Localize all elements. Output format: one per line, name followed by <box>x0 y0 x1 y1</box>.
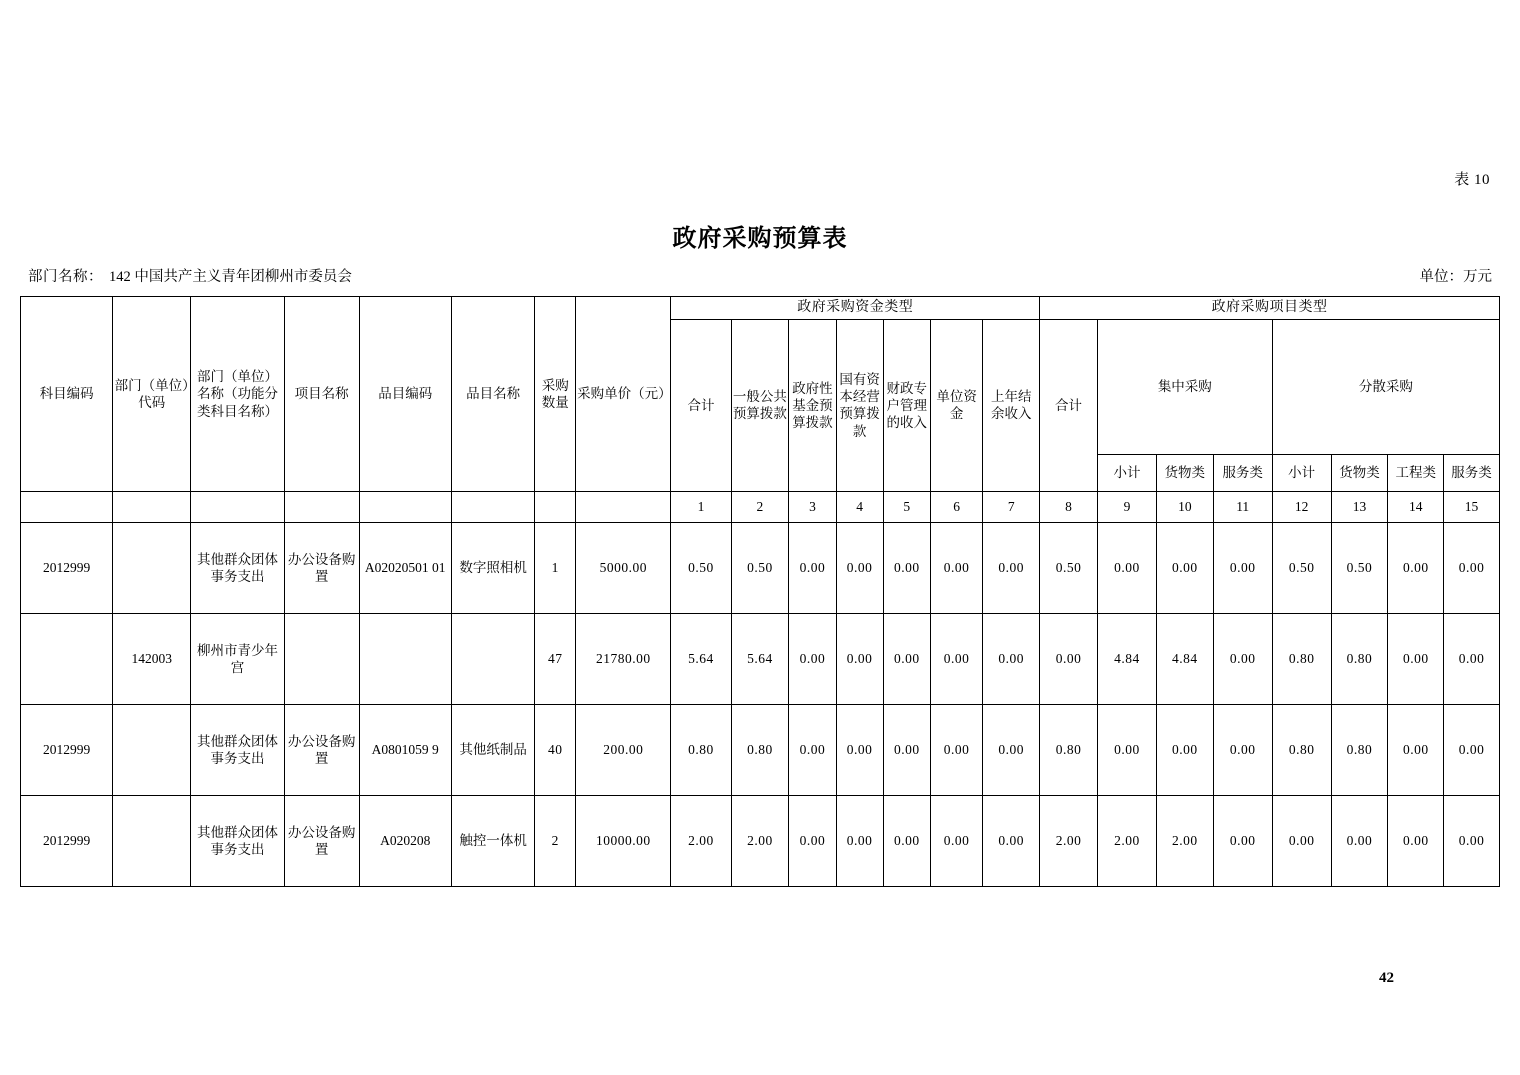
cell-value: 0.00 <box>1097 523 1156 614</box>
cell-project-name: 办公设备购置 <box>284 705 359 796</box>
cell-value: 0.00 <box>983 614 1040 705</box>
department-label: 部门名称： <box>28 269 103 285</box>
cell-value: 0.00 <box>930 614 983 705</box>
cell-item-code <box>359 614 451 705</box>
header-cen-subtotal: 小计 <box>1097 454 1156 491</box>
procurement-budget-table <box>20 296 1500 887</box>
column-index: 1 <box>671 492 731 523</box>
page-number: 42 <box>1379 970 1394 986</box>
header-unit-price: 采购单价（元） <box>576 297 671 492</box>
cell-value: 0.00 <box>1213 705 1272 796</box>
header-decentralized: 分散采购 <box>1272 319 1499 454</box>
column-index: 7 <box>983 492 1040 523</box>
cell-value: 0.00 <box>836 523 883 614</box>
page-title: 政府采购预算表 <box>672 226 848 252</box>
cell-value: 4.84 <box>1156 614 1213 705</box>
cell-dept-code: 142003 <box>113 614 191 705</box>
cell-subject-code: 2012999 <box>21 705 113 796</box>
column-index: 12 <box>1272 492 1331 523</box>
header-group-project-type: 政府采购项目类型 <box>1040 297 1500 320</box>
column-index: 15 <box>1444 492 1500 523</box>
cell-value: 0.00 <box>1097 705 1156 796</box>
cell-unit-price: 5000.00 <box>576 523 671 614</box>
cell-value: 0.00 <box>1444 523 1500 614</box>
cell-value: 0.00 <box>1331 796 1388 887</box>
index-blank-3 <box>191 492 284 523</box>
cell-quantity: 40 <box>535 705 576 796</box>
cell-value: 0.00 <box>983 796 1040 887</box>
cell-value: 0.00 <box>1388 705 1444 796</box>
index-blank-4 <box>284 492 359 523</box>
cell-project-name: 办公设备购置 <box>284 523 359 614</box>
cell-value: 0.80 <box>1272 614 1331 705</box>
cell-value: 0.00 <box>883 523 930 614</box>
header-fund-soe-capital: 国有资本经营预算拨款 <box>836 319 883 491</box>
cell-value: 2.00 <box>1156 796 1213 887</box>
department-name-field <box>28 265 352 286</box>
table-row <box>21 705 1500 796</box>
cell-value: 0.50 <box>731 523 789 614</box>
cell-value: 2.00 <box>731 796 789 887</box>
cell-item-name: 其他纸制品 <box>451 705 535 796</box>
index-blank-5 <box>359 492 451 523</box>
cell-value: 0.80 <box>1272 705 1331 796</box>
cell-dept-code <box>113 796 191 887</box>
index-blank-2 <box>113 492 191 523</box>
index-blank-8 <box>576 492 671 523</box>
header-cen-goods: 货物类 <box>1156 454 1213 491</box>
cell-value: 0.00 <box>1156 523 1213 614</box>
unit-label: 单位：万元 <box>1419 269 1492 285</box>
cell-value: 0.00 <box>836 705 883 796</box>
cell-project-name <box>284 614 359 705</box>
header-centralized: 集中采购 <box>1097 319 1272 454</box>
cell-value: 2.00 <box>1097 796 1156 887</box>
column-index: 3 <box>789 492 836 523</box>
meta-row <box>28 265 1492 286</box>
header-dec-project: 工程类 <box>1388 454 1444 491</box>
column-index: 8 <box>1040 492 1098 523</box>
cell-quantity: 47 <box>535 614 576 705</box>
cell-dept-name: 其他群众团体事务支出 <box>191 796 284 887</box>
cell-value: 0.00 <box>883 614 930 705</box>
cell-value: 0.50 <box>1040 523 1098 614</box>
column-index: 13 <box>1331 492 1388 523</box>
header-fund-gov-fund: 政府性基金预算拨款 <box>789 319 836 491</box>
cell-value: 0.00 <box>930 796 983 887</box>
cell-item-name <box>451 614 535 705</box>
cell-item-name: 触控一体机 <box>451 796 535 887</box>
cell-quantity: 2 <box>535 796 576 887</box>
index-blank-6 <box>451 492 535 523</box>
cell-item-name: 数字照相机 <box>451 523 535 614</box>
cell-value: 0.00 <box>789 705 836 796</box>
cell-dept-name: 其他群众团体事务支出 <box>191 705 284 796</box>
table-number: 表 10 <box>1454 172 1490 188</box>
cell-value: 0.00 <box>1388 523 1444 614</box>
header-dept-code: 部门（单位）代码 <box>113 297 191 492</box>
header-item-code: 品目编码 <box>359 297 451 492</box>
cell-item-code: A0801059 9 <box>359 705 451 796</box>
header-project-total: 合计 <box>1040 319 1098 491</box>
cell-value: 0.00 <box>1388 614 1444 705</box>
column-index: 4 <box>836 492 883 523</box>
cell-value: 0.00 <box>1213 796 1272 887</box>
cell-value: 4.84 <box>1097 614 1156 705</box>
table-row <box>21 796 1500 887</box>
cell-subject-code <box>21 614 113 705</box>
header-item-name: 品目名称 <box>451 297 535 492</box>
column-index-row <box>21 492 1500 523</box>
cell-value: 0.00 <box>789 796 836 887</box>
cell-dept-code <box>113 523 191 614</box>
cell-value: 0.00 <box>883 796 930 887</box>
header-dept-name: 部门（单位）名称（功能分类科目名称） <box>191 297 284 492</box>
header-dec-service: 服务类 <box>1444 454 1500 491</box>
cell-dept-code <box>113 705 191 796</box>
cell-value: 0.00 <box>930 705 983 796</box>
header-fund-general-public: 一般公共预算拨款 <box>731 319 789 491</box>
cell-value: 0.00 <box>1388 796 1444 887</box>
header-fund-fiscal-special: 财政专户管理的收入 <box>883 319 930 491</box>
cell-value: 0.00 <box>930 523 983 614</box>
cell-value: 0.00 <box>1444 614 1500 705</box>
header-fund-prev-balance: 上年结余收入 <box>983 319 1040 491</box>
index-blank-1 <box>21 492 113 523</box>
department-value: 142 中国共产主义青年团柳州市委员会 <box>109 269 352 285</box>
header-project-name: 项目名称 <box>284 297 359 492</box>
cell-project-name: 办公设备购置 <box>284 796 359 887</box>
table-row <box>21 614 1500 705</box>
cell-dept-name: 其他群众团体事务支出 <box>191 523 284 614</box>
header-dec-goods: 货物类 <box>1331 454 1388 491</box>
header-fund-unit-funds: 单位资金 <box>930 319 983 491</box>
cell-quantity: 1 <box>535 523 576 614</box>
cell-value: 0.00 <box>789 614 836 705</box>
cell-dept-name: 柳州市青少年宫 <box>191 614 284 705</box>
cell-subject-code: 2012999 <box>21 523 113 614</box>
column-index: 5 <box>883 492 930 523</box>
budget-table-wrapper <box>20 296 1500 887</box>
cell-item-code: A020208 <box>359 796 451 887</box>
cell-value: 0.00 <box>1156 705 1213 796</box>
cell-unit-price: 21780.00 <box>576 614 671 705</box>
cell-value: 0.00 <box>1444 796 1500 887</box>
column-index: 11 <box>1213 492 1272 523</box>
cell-value: 0.80 <box>1331 705 1388 796</box>
cell-value: 5.64 <box>671 614 731 705</box>
cell-value: 5.64 <box>731 614 789 705</box>
cell-value: 0.00 <box>836 796 883 887</box>
cell-value: 0.80 <box>1040 705 1098 796</box>
cell-value: 0.00 <box>1444 705 1500 796</box>
header-cen-service: 服务类 <box>1213 454 1272 491</box>
cell-value: 0.00 <box>983 523 1040 614</box>
table-row <box>21 523 1500 614</box>
cell-value: 0.00 <box>1040 614 1098 705</box>
cell-value: 0.00 <box>836 614 883 705</box>
cell-value: 0.00 <box>789 523 836 614</box>
header-dec-subtotal: 小计 <box>1272 454 1331 491</box>
column-index: 10 <box>1156 492 1213 523</box>
header-fund-total: 合计 <box>671 319 731 491</box>
cell-subject-code: 2012999 <box>21 796 113 887</box>
cell-unit-price: 10000.00 <box>576 796 671 887</box>
header-group-fund-type: 政府采购资金类型 <box>671 297 1040 320</box>
cell-value: 0.80 <box>671 705 731 796</box>
cell-value: 0.50 <box>1272 523 1331 614</box>
cell-value: 0.00 <box>1213 614 1272 705</box>
header-quantity: 采购数量 <box>535 297 576 492</box>
cell-value: 2.00 <box>671 796 731 887</box>
cell-value: 0.80 <box>1331 614 1388 705</box>
cell-item-code: A02020501 01 <box>359 523 451 614</box>
cell-value: 0.00 <box>983 705 1040 796</box>
cell-unit-price: 200.00 <box>576 705 671 796</box>
column-index: 6 <box>930 492 983 523</box>
index-blank-7 <box>535 492 576 523</box>
cell-value: 0.00 <box>1272 796 1331 887</box>
cell-value: 0.80 <box>731 705 789 796</box>
cell-value: 0.00 <box>883 705 930 796</box>
cell-value: 0.50 <box>671 523 731 614</box>
column-index: 2 <box>731 492 789 523</box>
column-index: 9 <box>1097 492 1156 523</box>
cell-value: 0.50 <box>1331 523 1388 614</box>
cell-value: 2.00 <box>1040 796 1098 887</box>
column-index: 14 <box>1388 492 1444 523</box>
header-subject-code: 科目编码 <box>21 297 113 492</box>
cell-value: 0.00 <box>1213 523 1272 614</box>
